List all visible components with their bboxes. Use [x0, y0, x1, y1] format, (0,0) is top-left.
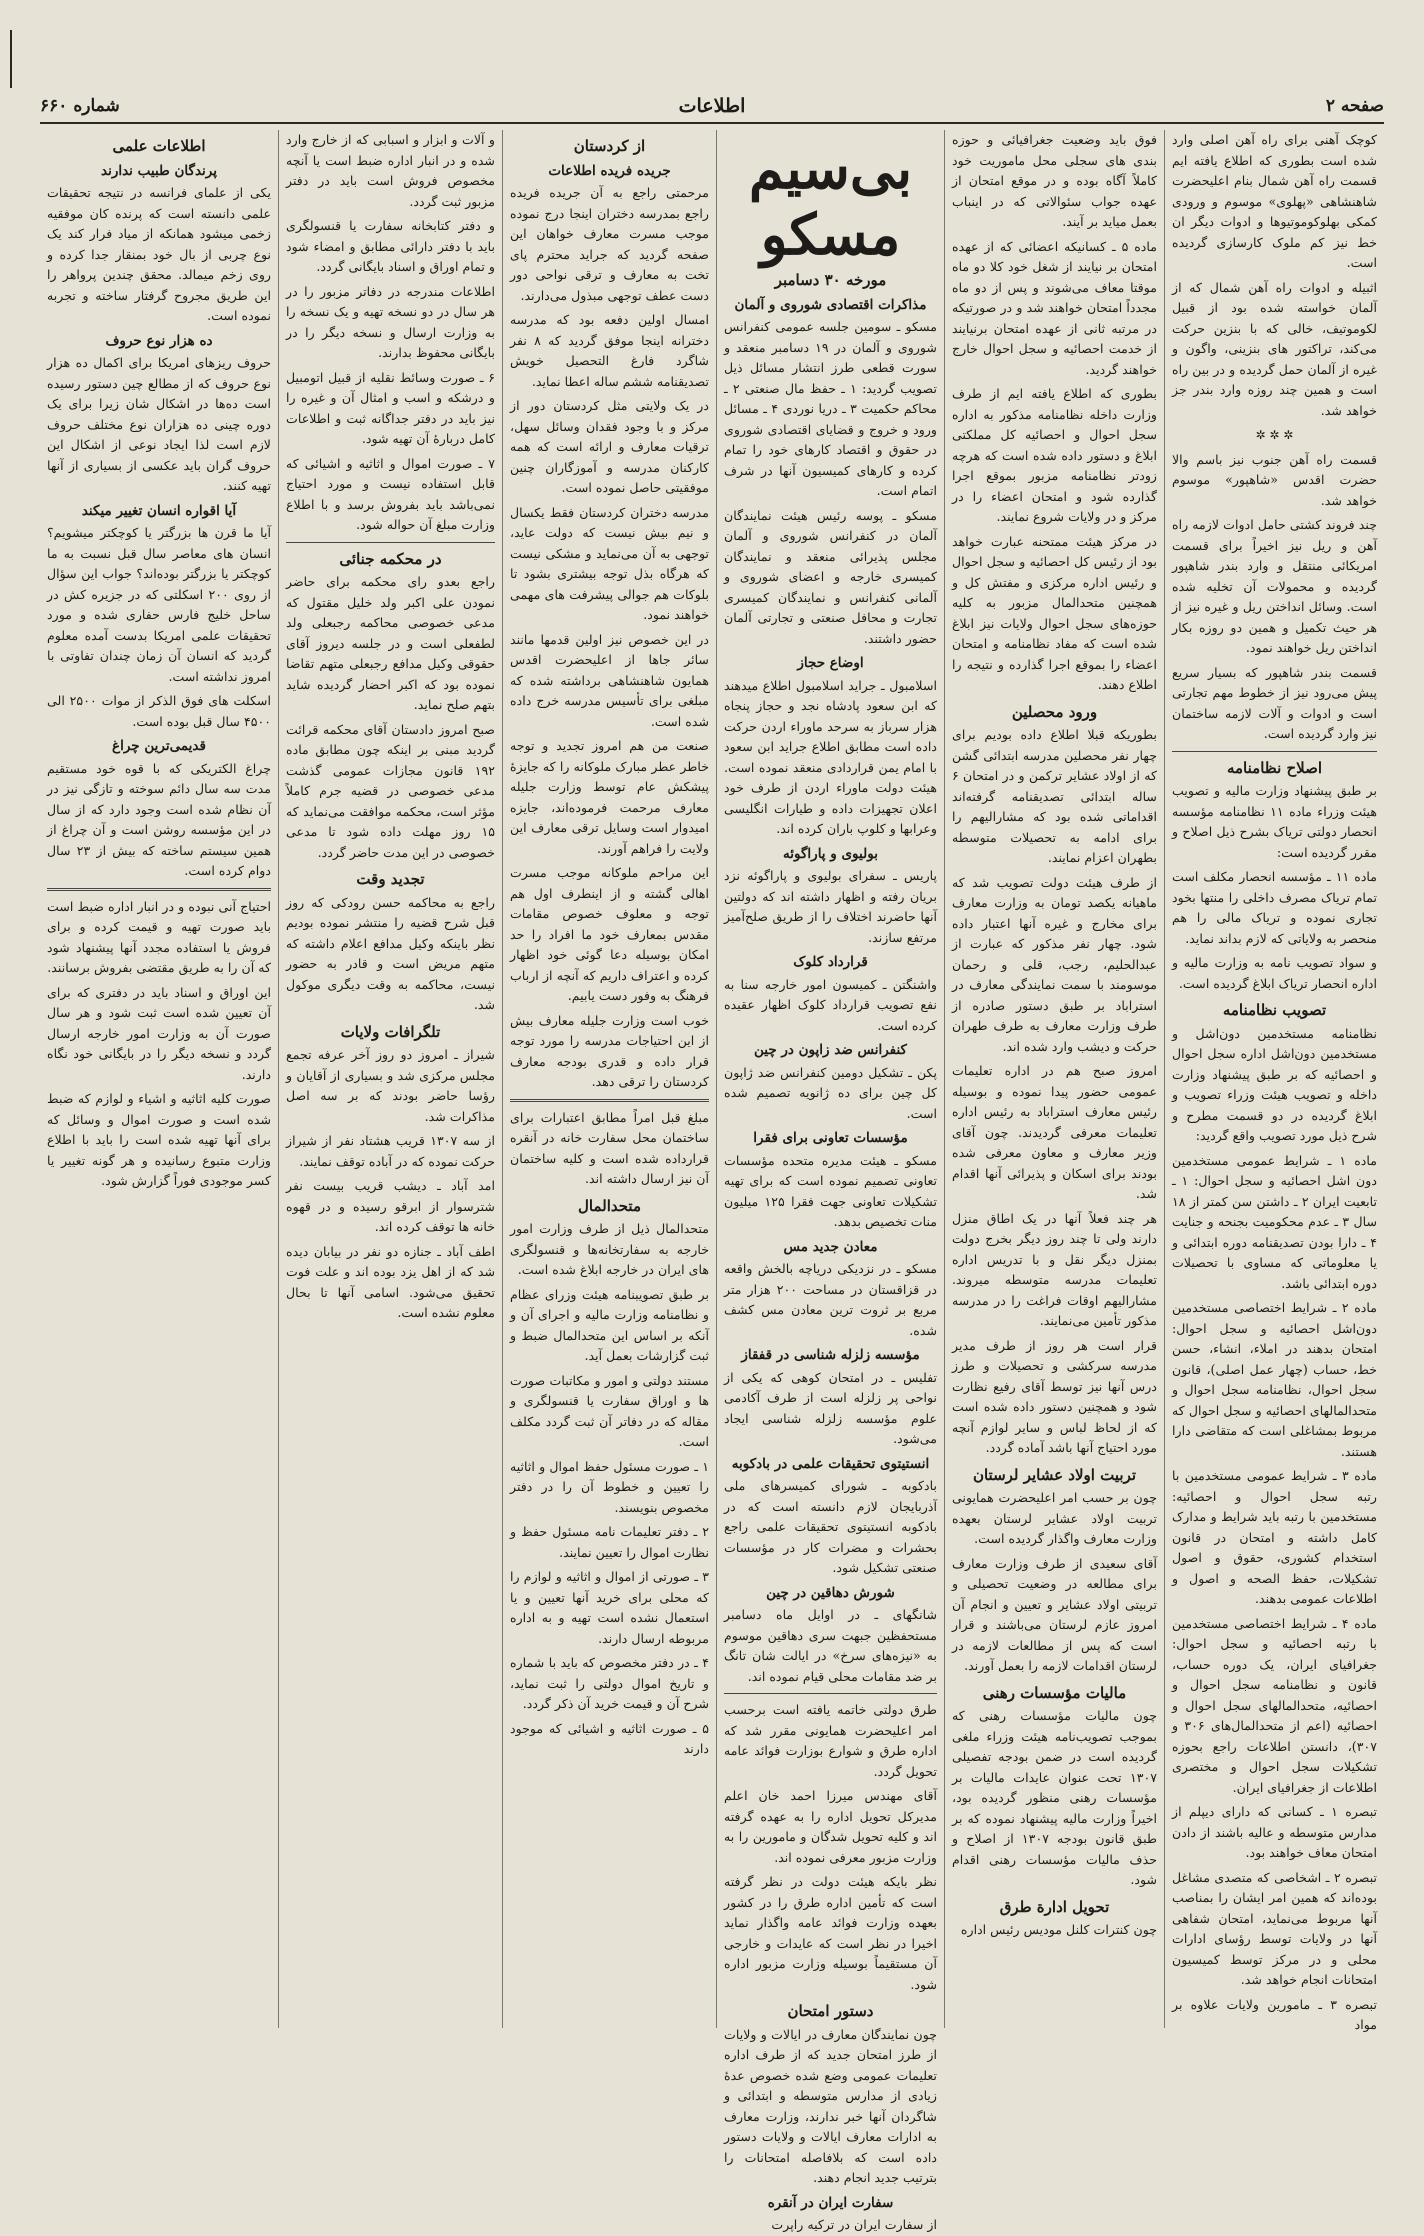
headline: کنفرانس ضد زاپون در چین	[754, 1042, 907, 1058]
section-title: بی‌سیم مسکو	[748, 136, 913, 268]
paragraph: مسکو ـ در نزدیکی دریاچه بالخش واقعه در قزاقستان در مساحت ۲۰۰ هزار متر مربع بر ثروت ترین معادن مس کشف شده.	[724, 1261, 937, 1338]
paragraph: چون نمایندگان معارف در ایالات و ولایات از طرز امتحان جدید که از طرف اداره تعلیمات عمومی وضع شده خصوص عدهٔ زیادی از مدارس متوسطه و ابتدائی و شاگردان آنها خبر ندارند، وزارت معارف به ادارات معارف ایالات و ولایات دستور داده است که بلافاصله امتحانات را بترتیب جدید انجام دهند.	[724, 2026, 937, 2185]
paragraph: ۳ ـ صورتی از اموال و اثاثیه و لوازم را که محلی برای خرید آنها تعیین و یا استعمال نشده است تهیه و به اداره مربوطه ارسال دارند.	[510, 1569, 709, 1646]
paragraph: صورت کلیه اثاثیه و اشیاء و لوازم که ضبط شده است و صورت اموال و وسائل که برای آنها تهیه شده است را باید با اطلاع وزارت متبوع رسانیده و هر گونه تغییر یا کسر موجودی فوراً گزارش شود.	[47, 1091, 271, 1188]
paragraph: اسکلت های فوق الذکر از موات ۲۵۰۰ الی ۴۵۰۰ سال قبل بوده است.	[47, 693, 271, 729]
paragraph: چراغ الکتریکی که با قوه خود مستقیم مدت سه سال دائم سوخته و تازگی نیز در آن نظام شده است وجود دارد که از سال در این مؤسسه روشن است و آن چراغ از همین سیستم ساخته که بیش از ۲۳ سال دوام کرده است.	[47, 760, 271, 878]
paragraph: بر طبق تصویبنامه هیئت وزرای عظام و نظامنامه وزارت مالیه و اجرای آن و آنکه بر اساس این متحدالمال ضبط و ثبت گزارشات بعمل آید.	[510, 1286, 709, 1363]
headline: بولیوی و پاراگوئه	[783, 845, 878, 862]
headline: دستور امتحان	[787, 2002, 874, 2020]
paragraph: بطوریکه قبلا اطلاع داده بودیم برای چهار نفر محصلین مدرسه ابتدائی گشن که از اولاد عشایر ترکمن و در امتحان ۶ ساله ابتدائی تصدیقنامه گرفته‌اند اقداماتی شده بود که مشارالیهم را برای ادامه به تحصیلات متوسطه بطهران اعزام نمایند.	[952, 727, 1157, 865]
headline: جریده فریده اطلاعات	[548, 162, 671, 179]
page-number: صفحه ۲	[1325, 96, 1384, 116]
paragraph: از طرف هیئت دولت تصویب شد که ماهیانه یکصد تومان به وزارت معارف برای مخارج و غیره آنها اعتبار داده شود. چهار نفر مذکور که عبارت از عبدالحلیم، رجب، قلی و رحمان موسومند با سمت نمایندگی معارف در استراباد بر طبق دستور صادره از طرف وزارت معارف به طرف طهران حرکت و دیشب وارد شده اند.	[952, 874, 1157, 1054]
paragraph: پکن ـ تشکیل دومین کنفرانس ضد ژاپون کل چین برای ده ژانویه تصمیم شده است.	[724, 1064, 937, 1121]
paragraph: یکی از علمای فرانسه در نتیجه تحقیقات علمی دانسته است که پرنده کان موفقیه زخمی میشود همانکه از میاد فرار کند یک نوع چربی از بال خود بمنقار جدا کرده و روی زخم میمالد. محقق چندین پرواهر را این طریق مجروح گرفتار ساخته و تجربه نموده است.	[47, 185, 271, 323]
paragraph: آقای سعیدی از طرف وزارت معارف برای مطالعه در وضعیت تحصیلی و تربیتی اولاد عشایر و تعیین و انجام آن امروز عازم لرستان می‌باشند و قرار است که پس از مطالعات لازمه در لرستان اقدامات لازمه را بعمل آورند.	[952, 1555, 1157, 1673]
paragraph: نظامنامه مستخدمین دون‌اشل و مستخدمین دون‌اشل اداره سجل احوال و احصائیه که بر طبق پیشنهاد وزارت داخله و تصویب هیئت وزراء تصویب و ابلاغ گردیده در دو قسمت مطرح و شرح ذیل مورد تصویب واقع گردید:	[1172, 1025, 1377, 1143]
column-2	[944, 130, 1164, 2028]
headline: مالیات مؤسسات رهنی	[982, 1683, 1127, 1702]
paragraph: نظر بایکه هیئت دولت در نظر گرفته است که تأمین اداره طرق را در کشور بعهده وزارت فوائد عامه واگذار نماید اخیرا در نظر است که عایدات و خارجی آن مستقیماً بوسیله وزارت مزبور اداره شود.	[724, 1874, 937, 1992]
headline: قرارداد کلوک	[793, 954, 868, 970]
headline: آیا اقواره انسان تغییر میکند	[81, 502, 237, 519]
paragraph: از سه ۱۳۰۷ قریب هشتاد نفر از شیراز حرکت نموده که در آباده توقف نمایند.	[286, 1133, 495, 1169]
paragraph: قسمت بندر شاهپور که بسیار سریع پیش می‌رود نیز از خطوط مهم تجارتی است و ادوات و آلات لازمه ساختمان نیز وارد گردیده است.	[1172, 664, 1377, 741]
paragraph: آقای مهندس میرزا احمد خان اعلم مدیرکل تحویل اداره را به عهده گرفته اند و کلیه تحویل شدگان و مامورین را به وزارت مزبور معرفی نموده اند.	[724, 1788, 937, 1865]
paper-name: اطلاعات	[678, 95, 746, 117]
paragraph: ماده ۱۱ ـ مؤسسه انحصار مکلف است تمام تریاک مصرف داخلی را منتها بخود تجاری نموده و تریاک مالی را هم منحصر به ولایاتی که لازم بداند نماید.	[1172, 869, 1378, 946]
paragraph: تفلیس ـ در امتحان کوهی که یکی از نواحی پر زلزله است از طرف آکادمی علوم مؤسسه زلزله شناسی ایجاد می‌شود.	[724, 1369, 937, 1446]
paragraph: این مراحم ملوکانه موجب مسرت اهالی گشته و از اینطرف اول هم توجه و معلوف خصوص مقامات مقدس بمعارف خود ما افراد را حد امکان بوسیله دعا گوئی خود اظهار کرده و اعتراف داریم که آنچه از ارباب فرهنگ به وفور دست یابیم.	[510, 865, 709, 1003]
headline: اطلاعات علمی	[112, 137, 206, 155]
paragraph: ماده ۳ ـ شرایط عمومی مستخدمین با رتبه سجل احوال و احصائیه: مستخدمین با رتبه باید شرایط و مدارک کامل داشته و امتحان در قانون استخدام کشوری، حقوق و اصول تشکیلات، حفظ الصحه و اصول و اطلاعات عمومی بدهند.	[1172, 1468, 1377, 1606]
paragraph: اثبیله و ادوات راه آهن شمال که از آلمان خواسته شده بود از قبیل لکوموتیف، خالی که با بنزین حرکت می‌کند، تراکتور های بنزینی، واگون و غیره از آلمان حمل گردیده و در بین راه است و همین چند روزه وارد بندر جز خواهد شد.	[1172, 279, 1377, 418]
paragraph: چون بر حسب امر اعلیحضرت همایونی تربیت اولاد عشایر لرستان بعهده وزارت معارف واگذار گردیده است.	[952, 1490, 1157, 1546]
paragraph: ۱ ـ صورت مسئول حفظ اموال و اثاثیه را تعیین و خطوط آن را در دفتر مخصوص بنویسند.	[510, 1458, 709, 1515]
paragraph: شیراز ـ امروز دو روز آخر عرفه تجمع مجلس مرکزی شد و بسیاری از آقایان و رؤسا حاضر بودند که بر سه اصل مذاکرات شد.	[286, 1047, 495, 1124]
paragraph: ۵ ـ صورت اثاثیه و اشیائی که موجود دارند	[510, 1720, 709, 1756]
paragraph: از سفارت ایران در ترکیه راپرت	[771, 2217, 937, 2232]
paragraph: مرحمتی راجع به آن جریده فریده راجع بمدرسه دختران اینجا درج نموده موجب مسرت معارف خواهان این صفحه گردید که جراید محترم پای تخت به معارف و ترقی نواحی دور دست عطف توجهی مبذول می‌دارند.	[510, 185, 709, 303]
paragraph: احتیاج آنی نبوده و در انبار اداره ضبط است باید صورت تهیه و قیمت کرده و برای فروش یا استفاده مجدد آنها پیشنهاد شود که آن را به طریق مقتضی بفروش برسانند.	[47, 898, 271, 975]
headline: از کردستان	[573, 137, 646, 155]
headline: مؤسسات تعاونی برای فقرا	[753, 1130, 908, 1146]
paragraph: مسکو ـ سومین جلسه عمومی کنفرانس شوروی و آلمان در ۱۹ دسامبر منعقد و سورت قطعی طرز انتشار مسائل ذیل تصویب گردید: ۱ ـ حفظ مال صنعتی ۲ ـ محاکم حکمیت ۳ ـ دریا نوردی ۴ ـ مسائل ورود و خروج و قضایای اقتصادی شوروی در حقوق و اقتصاد کارهای خود را تمام کرده و کارهای کمیسیون آنها در شرف اتمام است.	[724, 319, 937, 498]
headline: اوضاع حجاز	[797, 655, 864, 671]
headline: تربیت اولاد عشایر لرستان	[972, 1465, 1137, 1484]
paragraph: تبصره ۱ ـ کسانی که دارای دیپلم از مدارس متوسطه و عالیه باشند از دادن امتحان معاف خواهند بود.	[1172, 1804, 1377, 1860]
headline: معادن جدید مس	[783, 1238, 878, 1255]
paragraph: بادکوبه ـ شورای کمیسرهای ملی آذربایجان لازم دانسته است که در بادکوبه انستیتوی تحقیقات علمی راجع بحشرات و مضرات کار در مؤسسات صنعتی تشکیل شود.	[724, 1478, 937, 1575]
paragraph: مسکو ـ پوسه رئیس هیئت نمایندگان آلمان در کنفرانس شوروی و آلمان مجلس پذیرائی منعقد و نمایندگان کمیسری خارجه و اعضای شوروی و آلمانی کنفرانس و نمایندگان کمیسری تجارت و محافل صنعتی و تجارتی آلمان حضور داشتند.	[724, 507, 937, 646]
masthead	[40, 90, 1384, 124]
paragraph: ۴ ـ در دفتر مخصوص که باید با شماره و تاریخ اموال دولتی را ثبت نماید، شرح آن و قیمت خرید آن ذکر گردد.	[510, 1655, 709, 1711]
paragraph: متحدالمال ذیل از طرف وزارت امور خارجه به سفارتخانه‌ها و قنسولگری های ایران در خارجه ابلاغ شده است.	[510, 1221, 709, 1277]
headline: مذاکرات اقتصادی شوروی و آلمان	[734, 296, 927, 313]
paragraph: آیا ما قرن ها بزرگتر یا کوچکتر میشویم؟ انسان های معاصر سال قبل نسبت به ما کوچکتر یا بزرگتر بوده‌اند؟ جواب این سؤال از روی ۲۰۰ اسکلتی که در جزیره کش در ساحل خلیج فارس حفاری شده و مورد تحقیقات علمی امریکا بدست آمده معلوم گردید که انسان آن زمان چندان تفاوتی با امروز نداشته است.	[47, 525, 271, 684]
headline: تحویل ادارة طرق	[999, 1897, 1110, 1916]
paragraph: بطوری که اطلاع یافته ایم از طرف وزارت داخله نظامنامه مذکور به اداره سجل احوال و احصائیه کل مملکتی ابلاغ و دستور داده شده است که هرچه زودتر نظامنامه مزبور بموقع اجرا گذارده شود و امتحان اعضاء را در مرکز و در ولایات شروع نمایند.	[952, 386, 1157, 524]
column-4	[502, 130, 716, 2028]
paragraph: هر چند فعلاً آنها در یک اطاق منزل دارند ولی تا چند روز دیگر بخرج دولت بمنزل دیگر نقل و با تدریس اداره تعلیمات مدرسه متوسطه میروند. مشارالیهم اوقات فراغت را در مدرسه مذکور تأمین می‌نمایند.	[952, 1210, 1157, 1328]
headline: تصویب نظامنامه	[1222, 1001, 1327, 1019]
column-1	[1164, 130, 1384, 2032]
paragraph: و آلات و ابزار و اسبابی که از خارج وارد شده و در انبار اداره ضبط است یا آنچه مخصوص فروش است باید در دفتر مزبور ثبت گردد.	[286, 132, 495, 209]
paragraph: ماده ۵ ـ کسانیکه اعضائی که از عهده امتحان بر نیایند از شغل خود کلا دو ماه موقتا معاف می‌شوند و پس از دو ماه مجدداً امتحان خواهند شد و در صورتیکه در مرتبه ثانی از عهده امتحان برنیایند از خدمت احصائیه و سجل احوال خارج خواهند گردید.	[952, 238, 1157, 377]
paragraph: در یک ولایتی مثل کردستان دور از مرکز و با وجود فقدان وسائل سهل، ترقیات معارف و ارائه است که همه کارکنان مدرسه و آموزگاران چنین موفقیتی حاصل نموده است.	[510, 398, 709, 495]
headline: قدیمی‌ترین چراغ	[112, 738, 206, 754]
paragraph: در مرکز هیئت ممتحنه عبارت خواهد بود از رئیس کل احصائیه و سجل احوال و رئیس اداره مرکزی و مفتش کل و همچنین متحدالمال مزبور به کلیه حوزه‌های سجل احوال ولایات نیز ابلاغ شده است که مفاد نظامنامه و امتحان اعضاء را بموقع اجرا گذارده و نتیجه را اطلاع دهند.	[952, 533, 1157, 692]
columns	[40, 130, 1384, 2232]
headline: پرندگان طبیب ندارند	[100, 162, 217, 179]
paragraph: امد آباد ـ دیشب قریب بیست نفر شترسوار از ابرقو رسیده و در قهوه خانه ها توقف کرده اند.	[286, 1178, 495, 1234]
paragraph: چون مالیات مؤسسات رهنی که بموجب تصویب‌نامه هیئت وزراء ملغی گردیده است در ضمن بودجه تفصیلی ۱۳۰۷ تحت عنوان عایدات مالیات بر مؤسسات رهنی منظور گردیده بود، اخیراً وزارت مالیه پیشنهاد نموده که بر طبق قانون بودجه ۱۳۰۷ از اصلاح و حذف مالیات مؤسسات رهنی اقدام شود.	[952, 1708, 1157, 1887]
headline: اصلاح نظامنامه	[1226, 758, 1323, 777]
paragraph: چون کنترات کلنل مودیس رئیس اداره	[960, 1922, 1157, 1937]
column-3	[716, 130, 944, 2232]
column-5	[278, 130, 502, 2028]
issue-number: شماره ۶۶۰	[40, 96, 120, 116]
headline: سفارت ایران در آنقره	[767, 2194, 894, 2211]
paragraph: ۷ ـ صورت اموال و اثاثیه و اشیائی که قابل استفاده نیست و مورد احتیاج نمی‌باشد باید بفروش برسد و با اطلاع وزارت مبلغ آن حواله شود.	[286, 455, 495, 532]
paragraph: بر طبق پیشنهاد وزارت مالیه و تصویب هیئت وزراء ماده ۱۱ نظامنامه مؤسسه انحصار دولتی تریاک بشرح ذیل اصلاح و مقرر گردیده است:	[1172, 783, 1377, 860]
paragraph: تبصره ۲ ـ اشخاصی که متصدی مشاغل بوده‌اند که همین امر ایشان را بمناصب آنها مربوط می‌نماید، امتحان شفاهی آنها در ولایات توسط رؤسای ادارات محلی و در مرکز توسط کمیسیون امتحانات انجام خواهد شد.	[1172, 1869, 1377, 1987]
paragraph: و دفتر کتابخانه سفارت یا قنسولگری باید با دفتر دارائی مطابق و امضاء شود و تمام اوراق و اسناد بایگانی گردد.	[286, 218, 495, 274]
paragraph: پاریس ـ سفرای بولیوی و پاراگوئه نزد بریان رفته و اظهار داشته اند که دولتین آنها حاضرند اختلاف را از طریق صلح‌آمیز مرتفع سازند.	[724, 868, 937, 945]
paragraph: اطف آباد ـ جنازه دو نفر در بیابان دیده شد که از اهل یزد بوده اند و علت فوت تحقیق می‌شود. اسامی آنها تا بحال معلوم نشده است.	[286, 1243, 495, 1320]
paragraph: تبصره ۳ ـ مامورین ولایات علاوه بر مواد	[1172, 1996, 1377, 2032]
paragraph: شانگهای ـ در اوایل ماه دسامبر مستحفظین جبهت سری دهاقین موسوم به «نیزه‌های سرخ» در ایالت شان تانگ بر ضد مقامات محلی قیام نموده اند.	[724, 1607, 937, 1684]
headline: ورود محصلین	[1011, 702, 1098, 721]
headline: در محکمه جنائی	[339, 549, 442, 568]
paragraph: این اوراق و اسناد باید در دفتری که برای آن تعیین شده است ثبت شود و هر سال صورت آن به وزارت امور خارجه ارسال گردد و نسخه دیگر را در بایگانی خود نگاه دارند.	[47, 984, 271, 1082]
paragraph: مدرسه دختران کردستان فقط یکسال و نیم بیش نیست که دولت عاید، توجهی به آن می‌نماید و مشکی نیست که هرگاه بذل توجه بیشتری بشود تا بلوکات هم جوالی پیشرفت های مهمی خواهند نمود.	[510, 504, 709, 622]
paragraph: قسمت راه آهن جنوب نیز باسم والا حضرت اقدس «شاهپور» موسوم خواهد شد.	[1172, 451, 1377, 508]
paragraph: طرق دولتی خاتمه یافته است برحسب امر اعلیحضرت همایونی مقرر شد که اداره طرق و شوارع بوزارت فوائد عامه تحویل گردد.	[724, 1702, 937, 1779]
paragraph: صبح امروز دادستان آقای محکمه قرائت گردید مبنی بر اینکه چون مطابق ماده ۱۹۲ قانون مجازات عمومی گذشت مدعی خصوصی در قضیه جرم کاملاً مؤثر است، محکمه موافقت می‌نماید که ۱۵ روز مهلت داده شود تا مدعی خصوصی در این مدت حاضر گردد.	[286, 721, 495, 860]
paragraph: حروف ریزهای امریکا برای اکمال ده هزار نوع حروف که از مطالع چین دستور رسیده است ده‌ها در اشکال شان زیرا برای یک دوره چینی ده هزاران نوع مختلف حروف لازم است لذا ایجاد نوعی از اشکال این حروف گران باید عکسی از بسیاری از آنها تهیه کنند.	[47, 355, 271, 493]
headline: شورش دهاقین در چین	[766, 1584, 895, 1601]
paragraph: ۲ ـ دفتر تعلیمات نامه مسئول حفظ و نظارت اموال را تعیین نمایند.	[510, 1524, 709, 1560]
paragraph: چند فروند کشتی حامل ادوات لازمه راه آهن و ریل نیز اخیراً برای قسمت امریکائی منتقل و وارد بندر شاهپور گردیده و محمولات آن تخلیه شده است. وسائل انداختن ریل و غیره نیز از هر حیث تکمیل و همین دو روزه بکار انداختن ریل خواهند نمود.	[1172, 517, 1377, 655]
column-6	[40, 130, 278, 2028]
paragraph: امسال اولین دفعه بود که مدرسه دخترانه اینجا موفق گردید که ۸ نفر شاگرد فارغ التحصیل خویش تصدیقنامه ششم ساله اعطا نماید.	[510, 312, 709, 389]
paragraph: ماده ۱ ـ شرایط عمومی مستخدمین دون اشل احصائیه و سجل احوال: ۱ ـ تابعیت ایران ۲ ـ داشتن سن کمتر از ۱۸ سال ۳ ـ عدم محکومیت بجنحه و جنایت ۴ ـ دارا بودن تصدیقنامه دوره ابتدائی و یا معلوماتی که مساوی با تحصیلات دوره ابتدائی باشد.	[1172, 1152, 1378, 1291]
paragraph: راجع به محاکمه حسن رودکی که روز قبل شرح قضیه را منتشر نموده بودیم نظر باینکه وکیل مدافع اعلام داشته که متهم مریض است و قادر به حضور نیست، محاکمه به وقت دیگری موکول شد.	[286, 894, 495, 1012]
section-date: مورخه ۳۰ دسامبر	[774, 271, 887, 289]
paragraph: راجع بعدو رای محکمه برای حاضر نمودن علی اکبر ولد خلیل مقتول که مدعی خصوصی محاکمه رجبعلی ولد لطفعلی است و در جلسه دیروز آقای حقوقی وکیل مدافع رجبعلی متهم تقاضا نموده بود که اکبر احضار گردیده شاید بتهم صلح نماید.	[286, 574, 495, 712]
paragraph: و سواد تصویب نامه به وزارت مالیه و اداره انحصار تریاک ابلاغ گردیده است.	[1172, 955, 1377, 991]
paragraph: مبلغ قبل امراً مطابق اعتبارات برای ساختمان محل سفارت خانه در آنقره قرارداده شده است و کلیه ساختمان آن نیز ارسال داشته اند.	[510, 1109, 709, 1186]
headline: انستیتوی تحقیقات علمی در بادکوبه	[731, 1455, 930, 1472]
paragraph: کوچک آهنی برای راه آهن اصلی وارد شده است بطوری که اطلاع یافته ایم قسمت راه آهن شمال بنام اعلیحضرت شاهنشاهی «پهلوی» موسوم و ورودی کمکی بهلوکوموتیوها و ادوات دیگر ان خط نیز کم ملوک کارسازی گردیده است.	[1172, 132, 1377, 270]
headline: متحدالمال	[578, 1196, 641, 1215]
paragraph: ماده ۴ ـ شرایط اختصاصی مستخدمین با رتبه احصائیه و سجل احوال: جغرافیای ایران، یک دوره حساب، قانون و نظامنامه سجل احوال و احصائیه، متحدالمالهای سجل احوال و احصائیه (اعم از متحدالمال‌های ۳۰۶ و ۳۰۷)، دانستن اطلاعات راجع بحوزه تشکیلات سجل احوال و مختصری اطلاعات از جغرافیای ایران.	[1172, 1615, 1377, 1795]
headline: تلگرافات ولایات	[340, 1022, 441, 1041]
paragraph: اطلاعات مندرجه در دفاتر مزبور را در هر سال در دو نسخه تهیه و یک نسخه را به وزارت ارسال و نسخه دیگر را در بایگانی محفوظ بدارند.	[286, 283, 495, 360]
paragraph: ۶ ـ صورت وسائط نقلیه از قبیل اتومبیل و درشکه و اسب و امثال آن و غیره را نیز باید در دفتر جداگانه ثبت و اطلاعات کامل دربارهٔ آن تهیه شود.	[286, 369, 495, 446]
margin-rule	[10, 30, 12, 88]
separator-ornament: ✲ ✲ ✲	[1255, 428, 1294, 442]
paragraph: قرار است هر روز از طرف مدیر مدرسه سرکشی و تحصیلات و طرز درس آنها نیز توسط آقای رفیع نظارت شود و همچنین دستور داده شده است که از لحاظ لباس و سایر لوازم آنچه مورد احتیاج آنها باشد آماده گردد.	[952, 1337, 1157, 1455]
headline: تجدید وقت	[356, 870, 425, 888]
paragraph: واشنگتن ـ کمیسون امور خارجه سنا به نفع تصویب قرارداد کلوک اظهار عقیده کرده است.	[724, 976, 937, 1033]
headline: مؤسسه زلزله شناسی در قفقاز	[741, 1347, 920, 1363]
paragraph: فوق باید وضعیت جغرافیائی و حوزه بندی های سجلی محل ماموریت خود کاملاً آگاه بوده و در موقع امتحان از عهده جواب سئوالاتی که در اینباب بعمل میاید بر آیند.	[952, 132, 1157, 229]
paragraph: صنعت من هم امروز تجدید و توجه خاطر عطر مبارک ملوکانه را که جایزهٔ پیشکش عام توسط وزارت جلیله معارف مرحمت فرموده‌اند، جایزه امیدوار است وسایل ترقی معارف این ولایت را فراهم آورند.	[510, 738, 709, 856]
paragraph: در این خصوص نیز اولین قدمها مانند سائر جاها از اعلیحضرت اقدس همایون شاهنشاهی برداشته شده که مبلغی برای تأسیس مدرسه خرج داده شده است.	[510, 631, 709, 729]
paragraph: ماده ۲ ـ شرایط اختصاصی مستخدمین دون‌اشل احصائیه و سجل احوال: امتحان بدهند در املاء، انشاء، حسن خط، حساب (چهار عمل اصلی)، قانون سجل احوال، نظامنامه سجل احوال و متحدالمالهای احصائیه و سجل احوال که مربوط بمشاغلی است که متقاضی دارا هستند.	[1172, 1300, 1377, 1459]
paragraph: اسلامبول ـ جراید اسلامبول اطلاع میدهند که ابن سعود پادشاه نجد و حجاز پنجاه هزار سرباز به سرحد ماوراء اردن حرکت داده است مطابق اطلاع جراید ابن سعود با امام یمن قراردادی منعقد نموده است. هیئت دولت ماوراء اردن از طرف خود اعلان تجهیزات داده و طیارات انگلیسی وعرابها و کلوپ باران کرده اند.	[724, 677, 937, 836]
paragraph: امروز صبح هم در اداره تعلیمات عمومی حضور پیدا نموده و بوسیله رئیس معارف استراباد به رئیس اداره تعلیمات معرفی گردیدند. چون آقای وزیر معارف و معاون معرفی شده بودند برای اسکان و پذیرائی آنها اقدام شد.	[952, 1063, 1157, 1201]
paragraph: مستند دولتی و امور و مکاتبات صورت ها و اوراق سفارت یا قنسولگری و مقاله که در دفاتر آن ثبت گردد مکلف است.	[510, 1372, 709, 1449]
paragraph: خوب است وزارت جلیله معارف بیش از این احتیاجات مدرسه را مورد توجه قرار داده و قدری بودجه معارف کردستان را ترقی دهد.	[510, 1012, 709, 1089]
paragraph: مسکو ـ هیئت مدیره متحده مؤسسات تعاونی تصمیم نموده است که برای تهیه تشکیلات تعاونی جهت فقرا ۱۲۵ میلیون منات تخصیص بدهد.	[724, 1152, 937, 1229]
headline: ده هزار نوع حروف	[105, 332, 213, 349]
